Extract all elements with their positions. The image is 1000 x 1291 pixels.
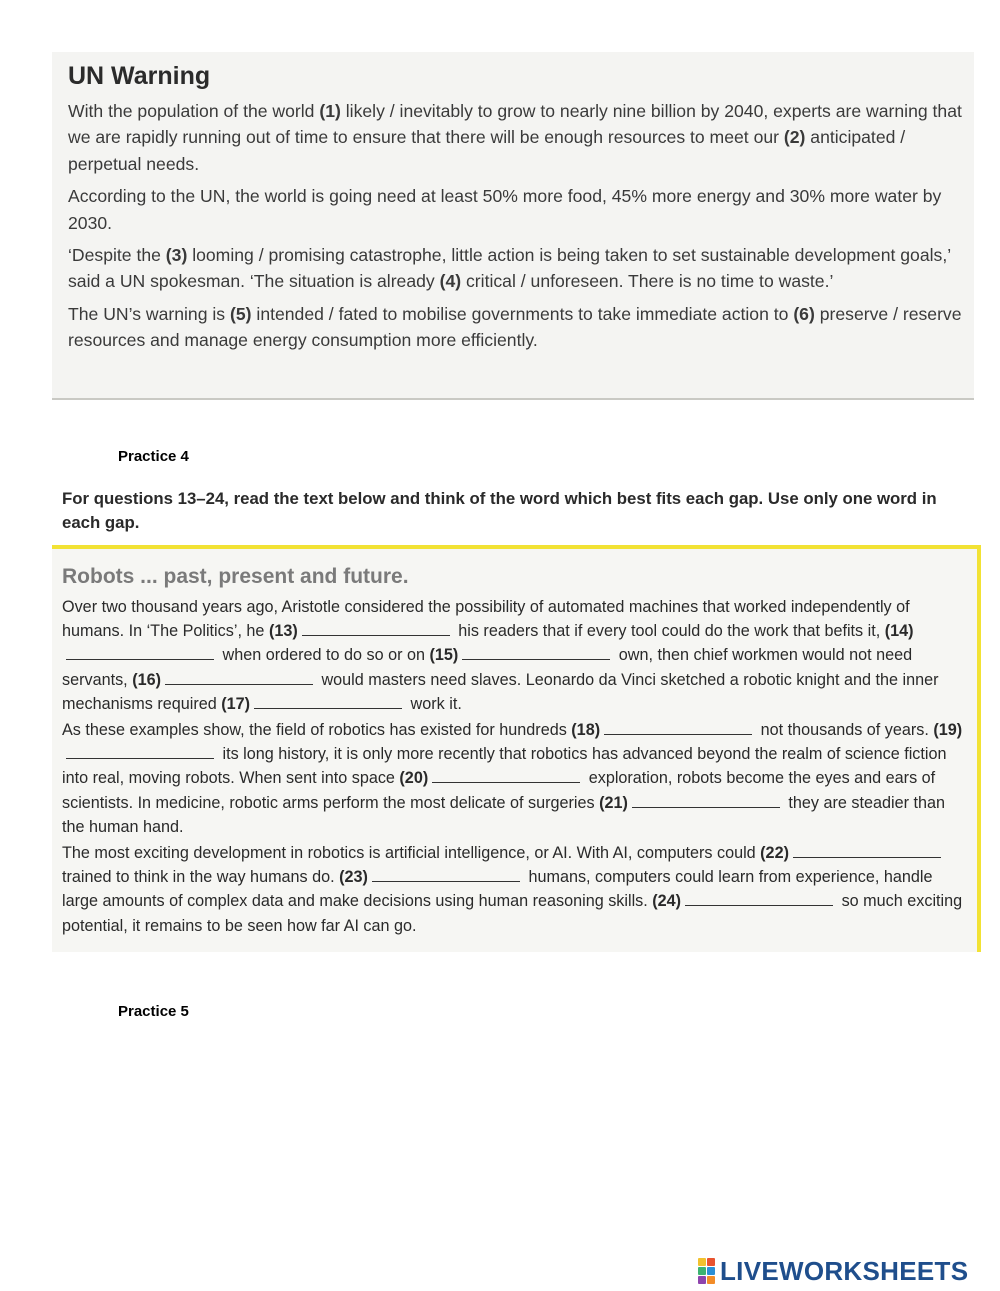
text: when ordered to do so or on — [218, 646, 430, 665]
gap-21-input[interactable] — [632, 795, 780, 808]
text: so much exciting potential, it remains to be seen how far AI can go. — [62, 892, 963, 935]
logo-square — [698, 1276, 706, 1284]
gap-16-input[interactable] — [165, 672, 313, 685]
logo-square — [707, 1267, 715, 1275]
text: intended / fated to mobilise governments to take immediate action to — [251, 303, 794, 324]
robots-paragraph-1 — [62, 595, 970, 716]
question-number: (2) — [783, 127, 806, 148]
gap-18-input[interactable] — [604, 722, 752, 735]
text: humans, computers could learn from experience, handle large amounts of complex data and make decisions using human reasoning skills. — [62, 868, 933, 911]
text: exploration, robots become the eyes and ears of scientists. In medicine, robotic arms perform the most delicate of surgeries — [62, 769, 936, 812]
question-number: (5) — [230, 303, 252, 324]
question-number: (3) — [165, 245, 188, 266]
question-number: (16) — [132, 670, 161, 689]
logo-square — [707, 1276, 715, 1284]
question-number: (18) — [571, 721, 601, 740]
un-paragraph-3 — [68, 242, 968, 295]
robots-title: Robots ... past, present and future. — [62, 565, 409, 588]
gap-19-input[interactable] — [66, 746, 214, 759]
question-number: (20) — [399, 769, 429, 788]
question-number: (19) — [933, 721, 963, 740]
gap-24-input[interactable] — [685, 893, 833, 906]
text: As these examples show, the field of robotics has existed for hundreds — [62, 721, 572, 740]
text: work it. — [406, 694, 462, 713]
question-number: (4) — [439, 271, 462, 292]
text: trained to think in the way humans do. — [62, 868, 340, 887]
text: own, then chief workmen would not need servants, — [62, 646, 913, 689]
un-warning-box — [52, 52, 974, 400]
un-warning-title: UN Warning — [68, 62, 211, 90]
question-number: (23) — [339, 868, 368, 887]
logo-text: LIVEWORKSHEETS — [720, 1255, 969, 1286]
question-number: (21) — [599, 793, 628, 812]
logo-icon — [698, 1258, 715, 1284]
question-number: (22) — [760, 844, 789, 863]
liveworksheets-logo[interactable] — [698, 1256, 968, 1286]
text: The most exciting development in robotics is artificial intelligence, or AI. With AI, computers could — [62, 844, 761, 863]
logo-square — [698, 1267, 706, 1275]
question-number: (24) — [652, 892, 682, 911]
gap-17-input[interactable] — [254, 696, 402, 709]
un-paragraph-1 — [68, 98, 968, 177]
practice-4-instruction: For questions 13–24, read the text below and think of the word which best fits each gap. Use only one word in each gap. — [62, 489, 937, 532]
question-number: (14) — [884, 622, 914, 641]
text: critical / unforeseen. There is no time to waste.’ — [461, 271, 834, 292]
gap-14-input[interactable] — [66, 647, 214, 660]
robots-body — [62, 595, 970, 940]
gap-15-input[interactable] — [462, 647, 610, 660]
gap-22-input[interactable] — [793, 845, 941, 858]
question-number: (17) — [221, 694, 251, 713]
robots-paragraph-2 — [62, 718, 970, 839]
text: his readers that if every tool could do the work that befits it, — [453, 622, 885, 641]
text: likely / inevitably to grow to nearly nine billion by 2040, experts are warning that we are rapidly running out of time to ensure that there will be enough resources to meet our — [68, 101, 962, 148]
text: The UN’s warning is — [68, 303, 230, 324]
text: they are steadier than the human hand. — [62, 793, 945, 836]
text: not thousands of years. — [756, 721, 934, 740]
gap-23-input[interactable] — [372, 869, 520, 882]
practice-4-label: Practice 4 — [118, 448, 189, 465]
un-paragraph-4 — [68, 301, 968, 354]
question-number: (1) — [319, 101, 341, 121]
text: preserve / reserve resources and manage energy consumption more efficiently. — [68, 303, 962, 351]
text: ‘Despite the — [68, 245, 166, 266]
un-warning-body — [68, 98, 968, 360]
text: anticipated / perpetual needs. — [68, 127, 906, 174]
logo-square — [698, 1258, 706, 1266]
text: looming / promising catastrophe, little action is being taken to set sustainable development goals,’ said a UN spokesman. ‘The situation is already — [68, 245, 951, 292]
question-number: (15) — [429, 646, 459, 665]
robots-text-box — [52, 545, 981, 952]
logo-square — [707, 1258, 715, 1266]
robots-paragraph-3 — [62, 841, 970, 938]
gap-20-input[interactable] — [432, 770, 580, 783]
practice-5-label: Practice 5 — [118, 1003, 189, 1020]
text: With the population of the world — [68, 101, 320, 121]
un-paragraph-2: According to the UN, the world is going need at least 50% more food, 45% more energy and 30% more water by 2030. — [68, 186, 942, 233]
text: would masters need slaves. Leonardo da Vinci sketched a robotic knight and the inner mechanisms required — [62, 670, 939, 713]
text: its long history, it is only more recently that robotics has advanced beyond the realm of science fiction into real, moving robots. When sent into space — [62, 745, 947, 788]
question-number: (13) — [268, 622, 298, 641]
question-number: (6) — [793, 303, 815, 324]
gap-13-input[interactable] — [302, 623, 450, 636]
text: Over two thousand years ago, Aristotle considered the possibility of automated machines that worked independently of humans. In ‘The Politics’, he — [62, 598, 910, 641]
